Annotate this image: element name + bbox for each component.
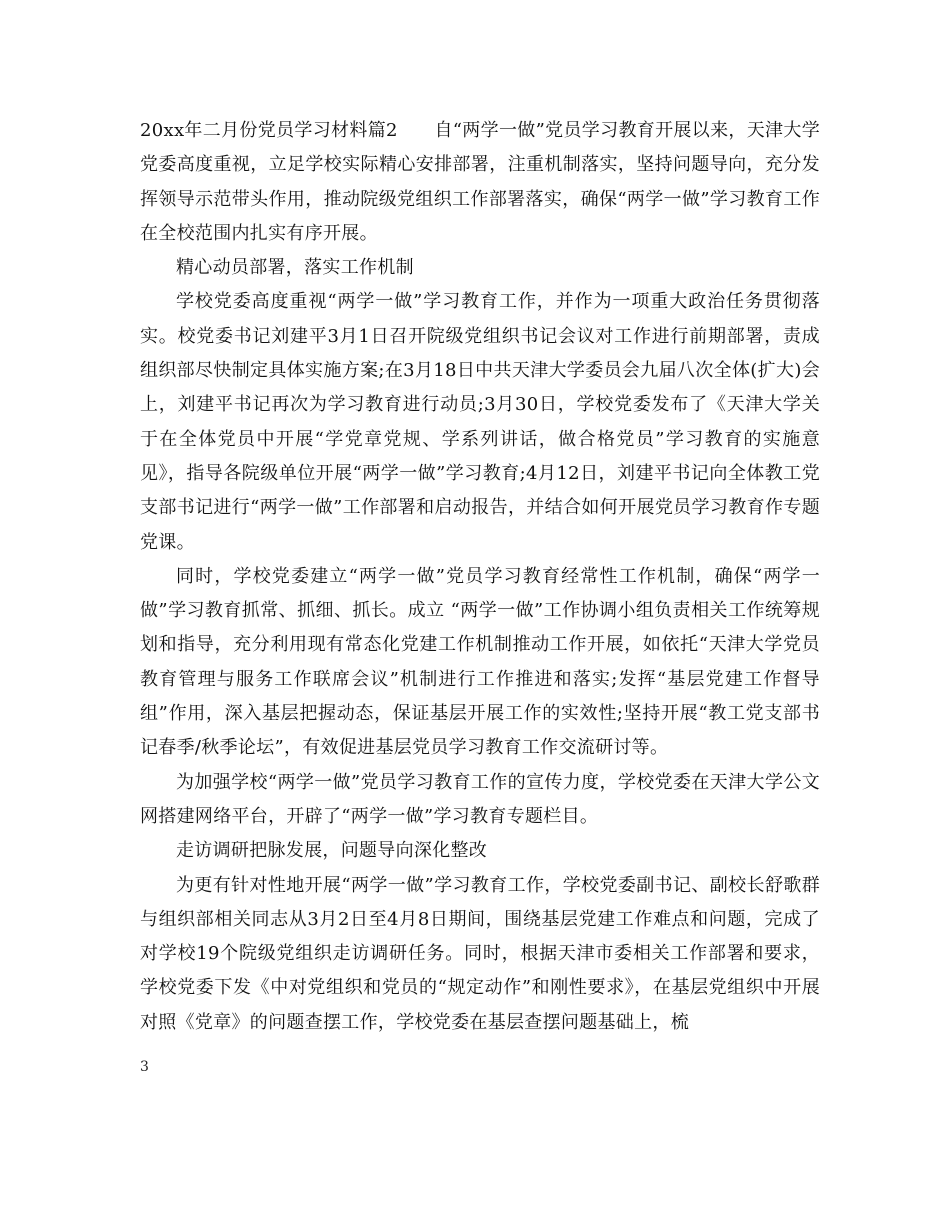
paragraph-mechanism: 同时，学校党委建立“两学一做”党员学习教育经常性工作机制，确保“两学一做”学习教育抓常、抓细、抓长。成立 “两学一做”工作协调小组负责相关工作统筹规划和指导，充分利用现有常态化党建工作机制推动工作开展，如依托“天津大学党员教育管理与服务工作联席会议”机制进行工作推进和落实;发挥“基层党建工作督导组”作用，深入基层把握动态，保证基层开展工作的实效性;坚持开展“教工党支部书记春季/秋季论坛”，有效促进基层党员学习教育工作交流研讨等。 — [140, 565, 820, 759]
paragraph-research: 为更有针对性地开展“两学一做”学习教育工作，学校党委副书记、副校长舒歌群与组织部相关同志从3月2日至4月8日期间，围绕基层党建工作难点和问题，完成了对学校19个院级党组织走访调研任务。同时，根据天津市委相关工作部署和要求，学校党委下发《中对党组织和党员的“规定动作”和刚性要求》，在基层党组织中开展对照《党章》的问题查摆工作，学校党委在基层查摆问题基础上，梳 — [140, 874, 820, 1033]
document-body — [140, 114, 820, 1040]
section-heading-mobilization: 精心动员部署，落实工作机制 — [176, 257, 414, 279]
section-heading-research: 走访调研把脉发展，问题导向深化整改 — [176, 840, 488, 862]
paragraph-intro: 20xx年二月份党员学习材料篇2 自“两学一做”党员学习教育开展以来，天津大学党委高度重视，立足学校实际精心安排部署，注重机制落实，坚持问题导向，充分发挥领导示范带头作用，推动院级党组织工作部署落实，确保“两学一做”学习教育工作在全校范围内扎实有序开展。 — [140, 120, 820, 244]
paragraph-deployment: 学校党委高度重视“两学一做”学习教育工作，并作为一项重大政治任务贯彻落实。校党委书记刘建平3月1日召开院级党组织书记会议对工作进行前期部署，责成组织部尽快制定具体实施方案;在3月18日中共天津大学委员会九届八次全体(扩大)会上，刘建平书记再次为学习教育进行动员;3月30日，学校党委发布了《天津大学关于在全体党员中开展“学党章党规、学系列讲话，做合格党员”学习教育的实施意见》，指导各院级单位开展“两学一做”学习教育;4月12日，刘建平书记向全体教工党支部书记进行“两学一做”工作部署和启动报告，并结合如何开展党员学习教育作专题党课。 — [140, 291, 820, 553]
page-number: 3 — [140, 1059, 149, 1075]
paragraph-publicity: 为加强学校“两学一做”党员学习教育工作的宣传力度，学校党委在天津大学公文网搭建网络平台，开辟了“两学一做”学习教育专题栏目。 — [140, 771, 820, 827]
